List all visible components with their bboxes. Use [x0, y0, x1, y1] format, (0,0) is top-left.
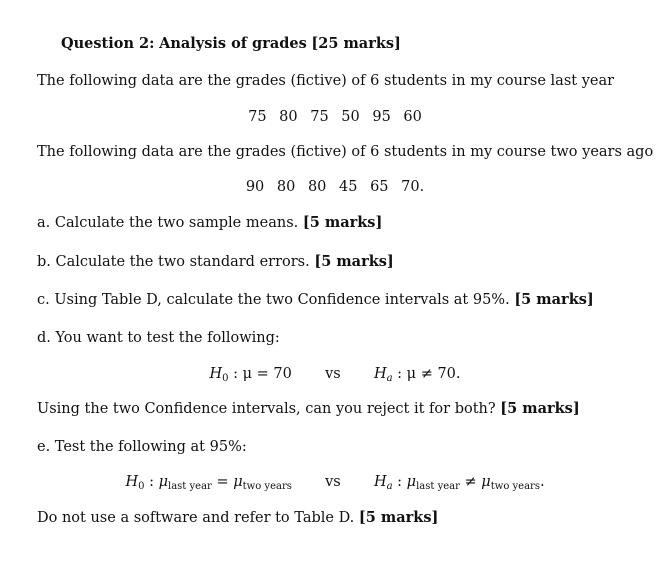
h0-symbol: H: [209, 366, 223, 382]
item-d-follow-text: Using the two Confidence intervals, can you reject it for both?: [37, 401, 496, 417]
grade-value: 65: [370, 179, 389, 195]
item-a-marks: [5 marks]: [302, 214, 383, 231]
vs-label: vs: [325, 474, 341, 490]
h0-symbol: H: [125, 474, 139, 490]
vs-label: vs: [325, 366, 341, 382]
mu-subscript-two: two years: [490, 481, 540, 492]
equals-sign: =: [216, 474, 229, 490]
intro-two-years: The following data are the grades (fictive) of 6 students in my course two years ago: [37, 144, 654, 160]
grade-value: 90: [245, 179, 265, 195]
grade-value: 45: [339, 179, 358, 195]
item-d-follow-marks: [5 marks]: [500, 400, 580, 417]
ha-subscript: a: [386, 481, 393, 492]
ha-symbol: H: [373, 474, 387, 490]
item-e: e. Test the following at 95%:: [37, 439, 247, 455]
grades-two-years: [0, 179, 670, 196]
grade-value: 75: [248, 109, 267, 125]
item-e-follow-text: Do not use a software and refer to Table D.: [37, 510, 355, 526]
item-c: [37, 291, 594, 309]
item-a: [37, 214, 382, 232]
grade-value: 80: [276, 179, 296, 195]
grades-last-year: [0, 109, 670, 126]
mu-subscript-last: last year: [416, 481, 460, 492]
ha-colon: :: [397, 474, 403, 490]
mu-symbol: μ: [406, 474, 417, 490]
item-e-follow: [37, 509, 438, 527]
item-b-text: b. Calculate the two standard errors.: [37, 254, 310, 270]
grade-value: 80: [307, 179, 327, 195]
item-b: [37, 253, 394, 271]
h0-subscript: 0: [138, 481, 145, 492]
question-heading: [61, 35, 401, 53]
grade-value: 75: [310, 109, 329, 125]
h0-relation: : μ = 70: [233, 366, 292, 382]
ha-subscript: a: [386, 373, 393, 384]
question-marks: [25 marks]: [311, 35, 401, 52]
end-period: .: [539, 474, 545, 490]
intro-last-year: The following data are the grades (fictive) of 6 students in my course last year: [37, 73, 615, 89]
grade-value: 95: [372, 109, 391, 125]
mu-subscript-two: two years: [242, 481, 292, 492]
grade-value: 80: [279, 109, 298, 125]
h0-colon: :: [149, 474, 154, 490]
item-d-follow: [37, 400, 580, 418]
h0-subscript: 0: [222, 373, 229, 384]
ha-symbol: H: [373, 366, 387, 382]
hypothesis-one: [0, 366, 670, 385]
item-b-marks: [5 marks]: [314, 253, 394, 270]
hypothesis-two: [0, 474, 670, 493]
question-title: Analysis of grades: [159, 35, 307, 52]
ha-relation: : μ ≠ 70.: [397, 366, 461, 382]
grade-value: 60: [403, 109, 422, 125]
item-c-text: c. Using Table D, calculate the two Confidence intervals at 95%.: [37, 292, 510, 308]
not-equals-sign: ≠: [464, 474, 477, 490]
grade-value: 70.: [401, 179, 425, 195]
mu-symbol: μ: [481, 474, 491, 490]
item-a-text: a. Calculate the two sample means.: [37, 215, 299, 231]
item-d: d. You want to test the following:: [37, 330, 280, 346]
mu-subscript-last: last year: [168, 481, 212, 492]
mu-symbol: μ: [233, 474, 243, 490]
grade-value: 50: [341, 109, 360, 125]
item-e-follow-marks: [5 marks]: [358, 509, 439, 526]
question-label: Question 2:: [61, 35, 155, 52]
mu-symbol: μ: [158, 474, 169, 490]
item-c-marks: [5 marks]: [514, 291, 594, 308]
